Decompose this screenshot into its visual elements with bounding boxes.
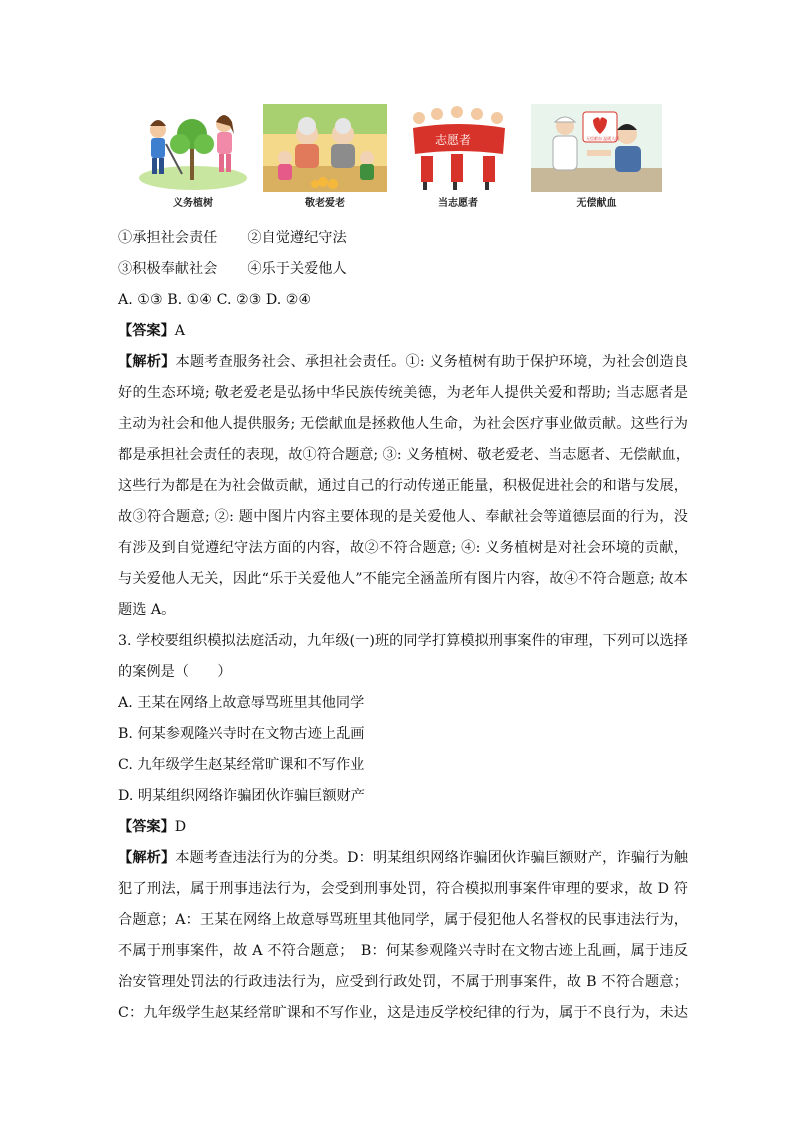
q2-option-4: ④乐于关爱他人 [247,261,347,277]
q2-options-row-2 [118,259,688,279]
q2-option-2: ②自觉遵纪守法 [247,230,347,246]
q3-analysis-line: 不属于刑事案件，故 A 不符合题意； B：何某参观隆兴寺时在文物古迹上乱画，属于违反 [118,943,688,959]
q2-answer [118,321,688,341]
q2-analysis-line: 与关爱他人无关，因此“乐于关爱他人”不能完全涵盖所有图片内容，故④不符合题意; 故本 [118,571,688,587]
q3-analysis-line: 【解析】本题考查违法行为的分类。D：明某组织网络诈骗团伙诈骗巨额财产，诈骗行为触 [118,850,688,866]
q3-analysis-line: 合题意；A：王某在网络上故意辱骂班里其他同学，属于侵犯他人名誉权的民事违法行为， [118,912,688,928]
q3-analysis-line: C：九年级学生赵某经常旷课和不写作业，这是违反学校纪律的行为，属于不良行为，未达 [118,1005,688,1021]
caption-volunteer: 当志愿者 [438,198,478,209]
caption-elderly-care: 敬老爱老 [305,198,345,209]
caption-blood-donation: 无偿献血 [576,198,617,209]
tree-planting-illustration [136,104,250,209]
q3-option-b: B. 何某参观隆兴寺时在文物古迹上乱画 [118,726,365,742]
q2-analysis-line: 主动为社会和他人提供服务; 无偿献血是拯救他人生命，为社会医疗事业做贡献。这些行为 [118,416,688,432]
q2-analysis-line: 好的生态环境; 敬老爱老是弘扬中华民族传统美德，为老年人提供关爱和帮助; 当志愿者是 [118,385,688,401]
q3-analysis-line: 治安管理处罚法的行政违法行为，应受到行政处罚，不属于刑事案件，故 B 不符合题意； [118,974,688,990]
q3-option-a: A. 王某在网络上故意辱骂班里其他同学 [118,695,365,711]
q2-analysis-line: 这些行为都是在为社会做贡献，通过自己的行动传递正能量，积极促进社会的和谐与发展， [118,478,688,494]
q3-stem-line-2: 的案例是（ ） [118,664,232,680]
blood-donation-illustration [531,104,662,209]
blood-donation-poster-text: 无偿献血 温暖人间 [586,136,620,141]
volunteer-banner-text: 志愿者 [435,133,472,147]
q2-choices: A. ①③ B. ①④ C. ②③ D. ②④ [118,292,312,308]
q2-answer-value: A [174,323,186,339]
q2-answer-label: 【答案】 [118,323,175,339]
illustration-row [136,104,666,212]
q3-stem-line-1: 3. 学校要组织模拟法庭活动，九年级(一)班的同学打算模拟刑事案件的审理，下列可以选择 [118,633,688,649]
q3-answer-value: D [174,819,187,835]
q2-analysis-line: 题选 A。 [118,602,176,618]
q2-option-1: ①承担社会责任 [118,230,218,246]
q2-analysis-line: 有涉及到自觉遵纪守法方面的内容，故②不符合题意; ④: 义务植树是对社会环境的贡献， [118,540,688,556]
caption-tree-planting: 义务植树 [173,198,213,209]
q3-analysis-line: 犯了刑法，属于刑事违法行为，会受到刑事处罚，符合模拟刑事案件审理的要求，故 D 符 [118,881,688,897]
q2-analysis-line: 都是承担社会责任的表现，故①符合题意; ③: 义务植树、敬老爱老、当志愿者、无偿献血， [118,447,690,463]
q2-analysis-line: 故③符合题意; ②: 题中图片内容主要体现的是关爱他人、奉献社会等道德层面的行为，没 [118,509,688,525]
q3-option-c: C. 九年级学生赵某经常旷课和不写作业 [118,757,365,773]
q2-option-3: ③积极奉献社会 [118,261,218,277]
elderly-care-illustration [263,104,387,209]
q2-options-row-1 [118,228,688,248]
q3-analysis-label: 【解析】 [118,850,176,866]
q3-answer [118,817,688,837]
q2-analysis-label: 【解析】 [118,354,176,370]
q3-answer-label: 【答案】 [118,819,175,835]
q2-analysis-line: 【解析】本题考查服务社会、承担社会责任。①: 义务植树有助于保护环境，为社会创造良 [118,354,688,370]
q3-option-d: D. 明某组织网络诈骗团伙诈骗巨额财产 [118,788,365,804]
volunteer-illustration [405,104,511,209]
